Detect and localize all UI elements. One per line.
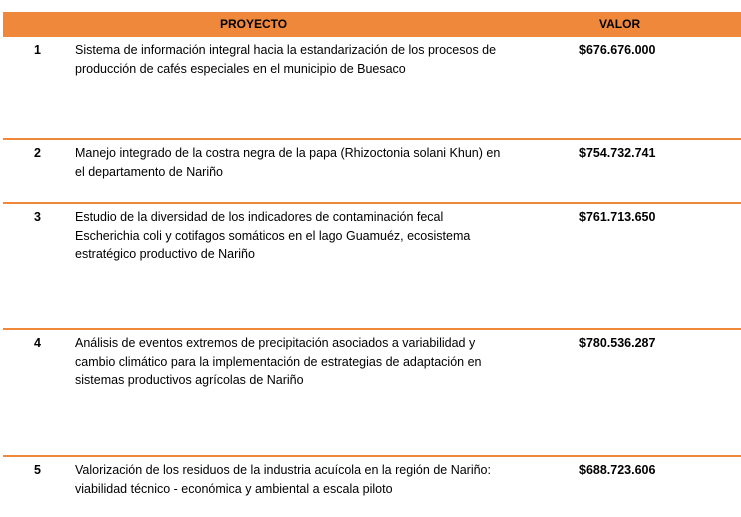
row-value: $761.713.650 [579, 210, 656, 224]
table-row [3, 330, 741, 457]
row-number: 2 [34, 146, 41, 160]
table-row [3, 140, 741, 204]
row-number: 4 [34, 336, 41, 350]
row-value: $688.723.606 [579, 463, 656, 477]
row-description: Manejo integrado de la costra negra de la papa (Rhizoctonia solani Khun) en el departamento de Nariño [75, 146, 501, 179]
row-value: $780.536.287 [579, 336, 656, 350]
table-row [3, 457, 741, 517]
row-description: Análisis de eventos extremos de precipitación asociados a variabilidad y cambio climático para la implementación de estrategias de adaptación en sistemas productivos agrícolas de Nariño [75, 336, 482, 387]
row-value: $676.676.000 [579, 43, 656, 57]
projects-table [3, 12, 741, 517]
header-proyecto: PROYECTO [220, 17, 288, 31]
table-row [3, 204, 741, 330]
row-description: Estudio de la diversidad de los indicadores de contaminación fecal Escherichia coli y cotifagos somáticos en el lago Guamuéz, ecosistema estratégico productivo de Nariño [75, 210, 471, 261]
table-header [3, 12, 741, 37]
row-number: 5 [34, 463, 41, 477]
row-description: Valorización de los residuos de la industria acuícola en la región de Nariño: viabilidad técnico - económica y ambiental a escala piloto [75, 463, 491, 496]
row-description: Sistema de información integral hacia la estandarización de los procesos de producción de cafés especiales en el municipio de Buesaco [75, 43, 497, 76]
header-valor: VALOR [599, 17, 641, 31]
row-number: 3 [34, 210, 41, 224]
table-row [3, 37, 741, 140]
row-number: 1 [34, 43, 41, 57]
row-value: $754.732.741 [579, 146, 656, 160]
